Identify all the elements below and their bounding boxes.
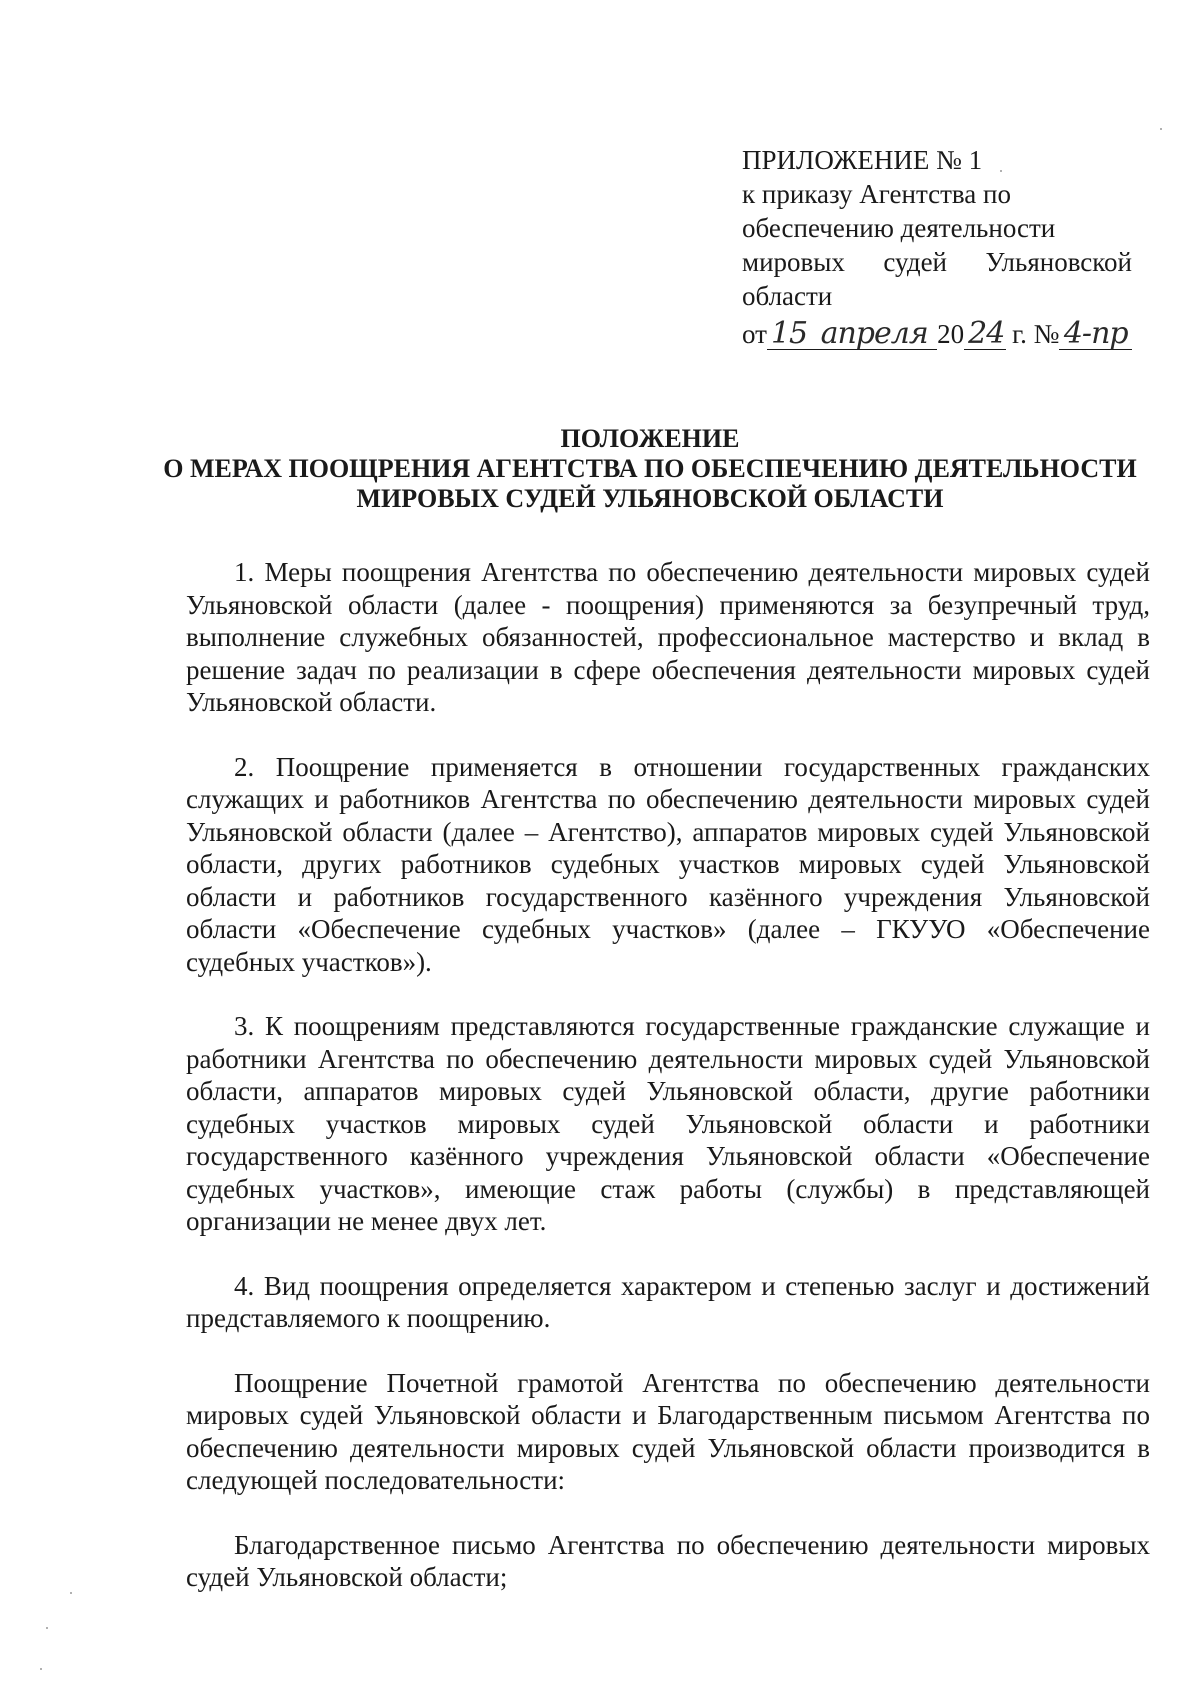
appendix-word: Ульяновской [985, 247, 1132, 277]
handwritten-day: 15 [767, 319, 811, 350]
appendix-number: ПРИЛОЖЕНИЕ № 1 [742, 145, 983, 175]
scan-speck [70, 1592, 72, 1594]
paragraph-6: Благодарственное письмо Агентства по обеспечению деятельности мировых судей Ульяновской области; [186, 1529, 1150, 1592]
scan-speck [1000, 170, 1002, 172]
handwritten-year: 24 [964, 319, 1006, 350]
appendix-word: судей [883, 247, 948, 277]
appendix-line-region: области [742, 281, 833, 311]
handwritten-month: апреля [811, 319, 937, 350]
date-prefix: от [742, 319, 767, 349]
number-label: г. № [1012, 319, 1060, 349]
scan-speck [40, 1668, 42, 1670]
appendix-line-order: к приказу Агентства по [742, 179, 1011, 209]
handwritten-number: 4-пр [1059, 319, 1132, 350]
title-line-2: О МЕРАХ ПООЩРЕНИЯ АГЕНТСТВА ПО ОБЕСПЕЧЕНИЮ ДЕЯТЕЛЬНОСТИ [163, 454, 1137, 483]
paragraph-5: Поощрение Почетной грамотой Агентства по обеспечению деятельности мировых судей Ульяновской области и Благодарственным письмом Агентства по обеспечению деятельности мировых судей Ульяновской области производится в следующей последовательности: [186, 1367, 1150, 1495]
document-title [150, 424, 1150, 514]
date-year-prefix: 20 [937, 319, 965, 349]
appendix-line-activity: обеспечению деятельности [742, 213, 1056, 243]
document-body [186, 556, 1150, 1622]
appendix-word: мировых [742, 247, 845, 277]
paragraph-4: 4. Вид поощрения определяется характером и степенью заслуг и достижений представляемого к поощрению. [186, 1270, 1150, 1333]
scan-speck [1160, 128, 1162, 130]
scan-speck [46, 1627, 48, 1629]
appendix-date-line [742, 317, 1132, 351]
paragraph-1: 1. Меры поощрения Агентства по обеспечению деятельности мировых судей Ульяновской области (далее - поощрения) применяются за безупречный труд, выполнение служебных обязанностей, профессиональное мастерство и вклад в решение задач по реализации в сфере обеспечения деятельности мировых судей Ульяновской области. [186, 557, 1150, 717]
appendix-header [742, 143, 1132, 351]
paragraph-3: 3. К поощрениям представляются государственные гражданские служащие и работники Агентства по обеспечению деятельности мировых судей Ульяновской области, аппаратов мировых судей Ульяновской области, другие работники судебных участков мировых судей Ульяновской области и работники государственного казённого учреждения Ульяновской области «Обеспечение судебных участков», имеющие стаж работы (службы) в представляющей организации не менее двух лет. [186, 1011, 1150, 1236]
paragraph-2: 2. Поощрение применяется в отношении государственных гражданских служащих и работников Агентства по обеспечению деятельности мировых судей Ульяновской области (далее – Агентство), аппаратов мировых судей Ульяновской области, других работников судебных участков мировых судей Ульяновской области и работников государственного казённого учреждения Ульяновской области «Обеспечение судебных участков» (далее – ГКУУО «Обеспечение судебных участков»). [186, 751, 1150, 977]
title-line-3: МИРОВЫХ СУДЕЙ УЛЬЯНОВСКОЙ ОБЛАСТИ [356, 484, 944, 513]
appendix-line-judges [742, 245, 1132, 279]
title-line-1: ПОЛОЖЕНИЕ [560, 424, 740, 453]
